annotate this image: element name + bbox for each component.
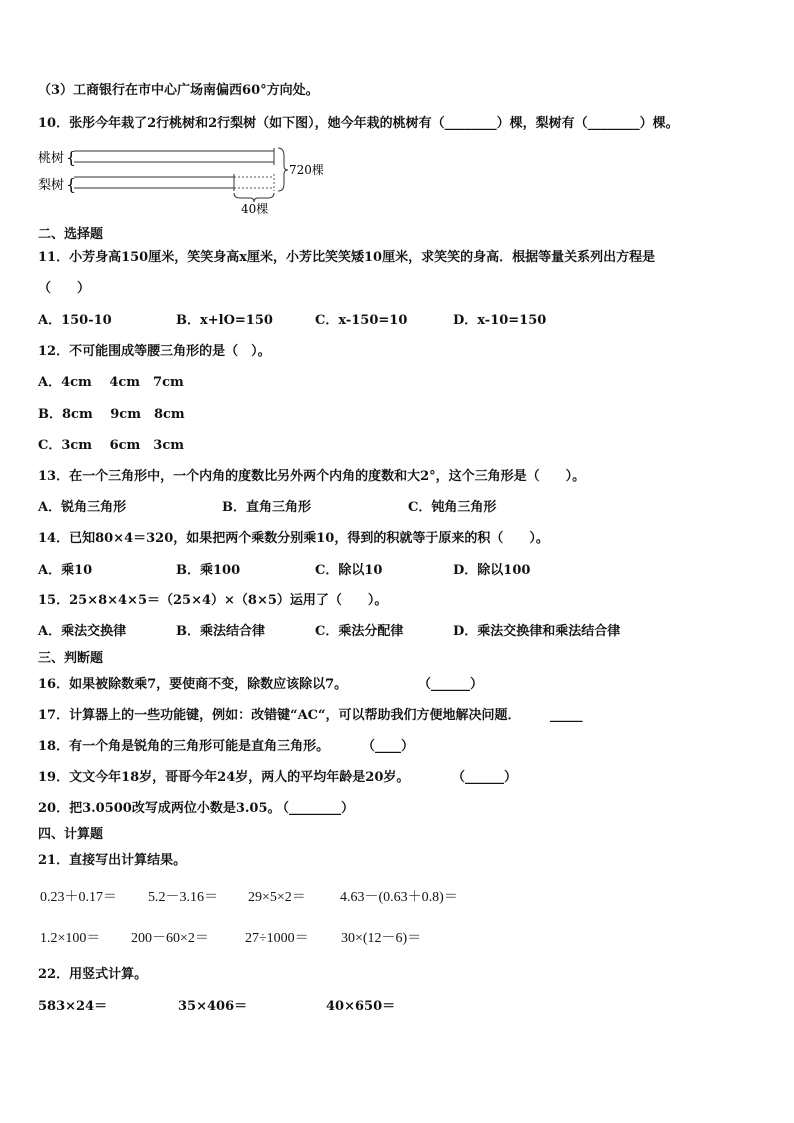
q20-answer-blank[interactable]: （________） <box>276 801 355 816</box>
question-18: 18．有一个角是锐角的三角形可能是直角三角形。 <box>38 739 330 754</box>
q13-option-a[interactable]: A．锐角三角形 <box>38 500 127 515</box>
q13-option-c[interactable]: C．钝角三角形 <box>408 500 497 515</box>
tree-count-diagram <box>38 140 338 215</box>
q11-option-b[interactable]: B．x+lO=150 <box>176 313 273 328</box>
q21-expr-1[interactable]: 0.23＋0.17＝ <box>40 890 117 905</box>
q14-option-b[interactable]: B．乘100 <box>176 563 241 578</box>
section-choice-heading: 二、选择题 <box>38 227 104 242</box>
question-19: 19．文文今年18岁，哥哥今年24岁，两人的平均年龄是20岁。 <box>38 770 410 785</box>
question-14: 14．已知80×4＝320，如果把两个乘数分别乘10，得到的积就等于原来的积（ ）。 <box>38 531 549 546</box>
q11-option-a[interactable]: A．150-10 <box>38 313 112 328</box>
peach-label: 桃树 <box>38 151 65 166</box>
difference-brace-icon <box>234 193 274 202</box>
q12-option-c[interactable]: C．3cm 6cm 3cm <box>38 438 185 453</box>
question-21: 21．直接写出计算结果。 <box>38 853 187 868</box>
q19-answer-blank[interactable]: （______） <box>452 770 518 785</box>
q13-option-b[interactable]: B．直角三角形 <box>222 500 311 515</box>
q15-option-d[interactable]: D．乘法交换律和乘法结合律 <box>453 624 621 639</box>
q21-expr-5[interactable]: 1.2×100＝ <box>40 931 101 946</box>
question-16: 16．如果被除数乘7，要使商不变，除数应该除以7。 <box>38 677 348 692</box>
q21-expr-3[interactable]: 29×5×2＝ <box>248 890 306 905</box>
question-13: 13．在一个三角形中，一个内角的度数比另外两个内角的度数和大2°，这个三角形是（ ）。 <box>38 469 586 484</box>
question-11-answer-paren: （ ） <box>38 281 91 296</box>
q12-option-a[interactable]: A．4cm 4cm 7cm <box>38 375 184 390</box>
q11-option-d[interactable]: D．x-10=150 <box>453 313 547 328</box>
question-11: 11．小芳身高150厘米，笑笑身高x厘米，小芳比笑笑矮10厘米，求笑笑的身高．根据等量关系列出方程是 <box>38 250 656 265</box>
total-label: 720棵 <box>289 163 324 177</box>
q9-item-3: （3）工商银行在市中心广场南偏西60°方向处。 <box>38 83 319 98</box>
q15-option-b[interactable]: B．乘法结合律 <box>176 624 265 639</box>
total-brace-icon <box>278 148 288 191</box>
q22-item-2[interactable]: 35×406＝ <box>178 999 248 1014</box>
section-calc-heading: 四、计算题 <box>38 827 104 842</box>
q15-option-a[interactable]: A．乘法交换律 <box>38 624 127 639</box>
q17-answer-blank[interactable]: _____ <box>550 708 583 723</box>
difference-label: 40棵 <box>241 202 269 215</box>
q22-item-1[interactable]: 583×24＝ <box>38 999 108 1014</box>
q12-option-b[interactable]: B．8cm 9cm 8cm <box>38 407 185 422</box>
q15-option-c[interactable]: C．乘法分配律 <box>315 624 404 639</box>
q21-expr-4[interactable]: 4.63－(0.63＋0.8)＝ <box>340 890 458 905</box>
q22-item-3[interactable]: 40×650＝ <box>326 999 396 1014</box>
q21-expr-6[interactable]: 200－60×2＝ <box>131 931 209 946</box>
q14-option-d[interactable]: D．除以100 <box>453 563 531 578</box>
peach-brace-icon: { <box>66 148 77 167</box>
q16-answer-blank[interactable]: （______） <box>418 677 484 692</box>
pear-label: 梨树 <box>38 178 65 193</box>
q21-expr-8[interactable]: 30×(12－6)＝ <box>341 931 422 946</box>
q21-expr-2[interactable]: 5.2－3.16＝ <box>148 890 218 905</box>
question-10: 10．张彤今年栽了2行桃树和2行梨树（如下图），她今年栽的桃树有（________）棵，梨树有（________）棵。 <box>38 116 679 131</box>
pear-brace-icon: { <box>66 175 77 194</box>
q11-option-c[interactable]: C．x-150=10 <box>315 313 408 328</box>
q14-option-c[interactable]: C．除以10 <box>315 563 383 578</box>
q18-answer-blank[interactable]: （____） <box>362 739 415 754</box>
question-17: 17．计算器上的一些功能键，例如：改错键“AC“，可以帮助我们方便地解决问题． <box>38 708 521 723</box>
question-15: 15．25×8×4×5＝（25×4）×（8×5）运用了（ ）。 <box>38 593 388 608</box>
question-12: 12．不可能围成等腰三角形的是（ ）。 <box>38 344 271 359</box>
q14-option-a[interactable]: A．乘10 <box>38 563 93 578</box>
question-22: 22．用竖式计算。 <box>38 967 148 982</box>
section-judge-heading: 三、判断题 <box>38 651 104 666</box>
q21-expr-7[interactable]: 27÷1000＝ <box>245 931 309 946</box>
question-20: 20．把3.0500改写成两位小数是3.05。 <box>38 801 281 816</box>
